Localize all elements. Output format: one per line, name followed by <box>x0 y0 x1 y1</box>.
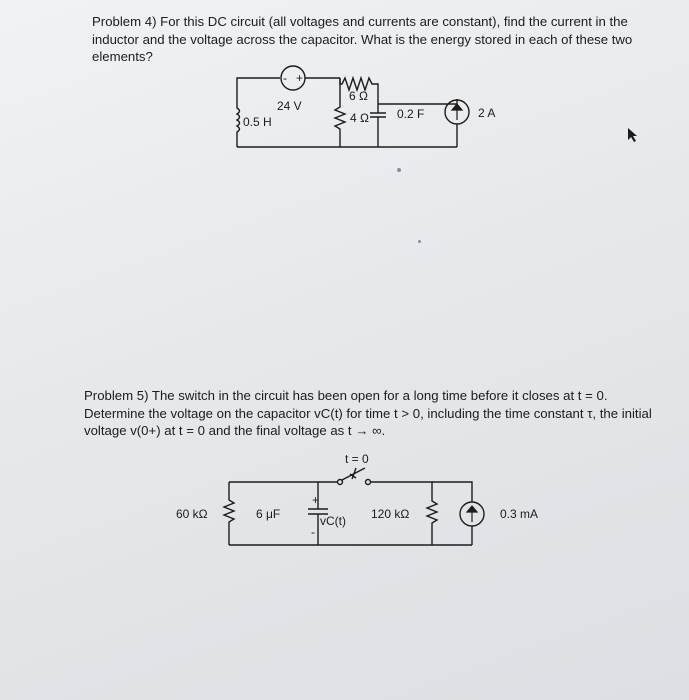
label-t-equals-0: t = 0 <box>345 452 369 466</box>
switch-contact-right <box>366 480 371 485</box>
p5-wire-top-right <box>371 482 432 498</box>
p5-wire-top-left <box>229 482 318 494</box>
label-2a: 2 A <box>478 106 496 120</box>
capacitor-icon <box>370 104 386 147</box>
current-arrow-0-3ma-icon <box>467 506 477 522</box>
resistor-120k-icon <box>427 498 437 545</box>
inductor-icon <box>237 104 240 147</box>
circuit-problem-4 <box>237 66 495 147</box>
label-0-2f: 0.2 F <box>397 107 425 121</box>
label-vc-t: vC(t) <box>320 514 346 528</box>
label-4ohm: 4 Ω <box>350 111 369 125</box>
resistor-4ohm-icon <box>335 104 345 147</box>
label-0-5h: 0.5 H <box>243 115 272 129</box>
circuit-problem-5 <box>176 452 538 545</box>
label-cap-minus: - <box>311 525 315 539</box>
p4-wire-top-left <box>237 78 280 104</box>
label-60k: 60 kΩ <box>176 507 208 521</box>
resistor-60k-icon <box>224 482 234 545</box>
label-120k: 120 kΩ <box>371 507 410 521</box>
mouse-cursor-icon <box>628 128 637 142</box>
problem-4-text: Problem 4) For this DC circuit (all voltages and currents are constant), find the current in the inductor and the voltage across the capacitor. What is the energy stored in each of these two elements? <box>92 14 633 64</box>
voltage-source-plus: + <box>296 71 304 85</box>
label-6uf: 6 μF <box>256 507 281 521</box>
dust-speck <box>418 240 421 243</box>
voltage-source-minus: - <box>283 71 287 85</box>
current-arrow-icon <box>452 104 462 120</box>
p4-wire-right <box>378 100 457 104</box>
p5-wire-top-source <box>432 482 472 502</box>
label-6ohm: 6 Ω <box>349 89 368 103</box>
switch-contact-left <box>338 480 343 485</box>
label-cap-plus: + <box>312 493 320 507</box>
label-0-3ma: 0.3 mA <box>500 507 539 521</box>
label-24v: 24 V <box>277 99 302 113</box>
dust-speck <box>397 168 401 172</box>
problem-5-text: Problem 5) The switch in the circuit has been open for a long time before it closes at t = 0. Determine the voltage on the capacitor vC(t) for time t > 0, including the time constant τ, the initial voltage v(0+) at t = 0 and the final voltage as t → ∞. <box>84 388 652 438</box>
